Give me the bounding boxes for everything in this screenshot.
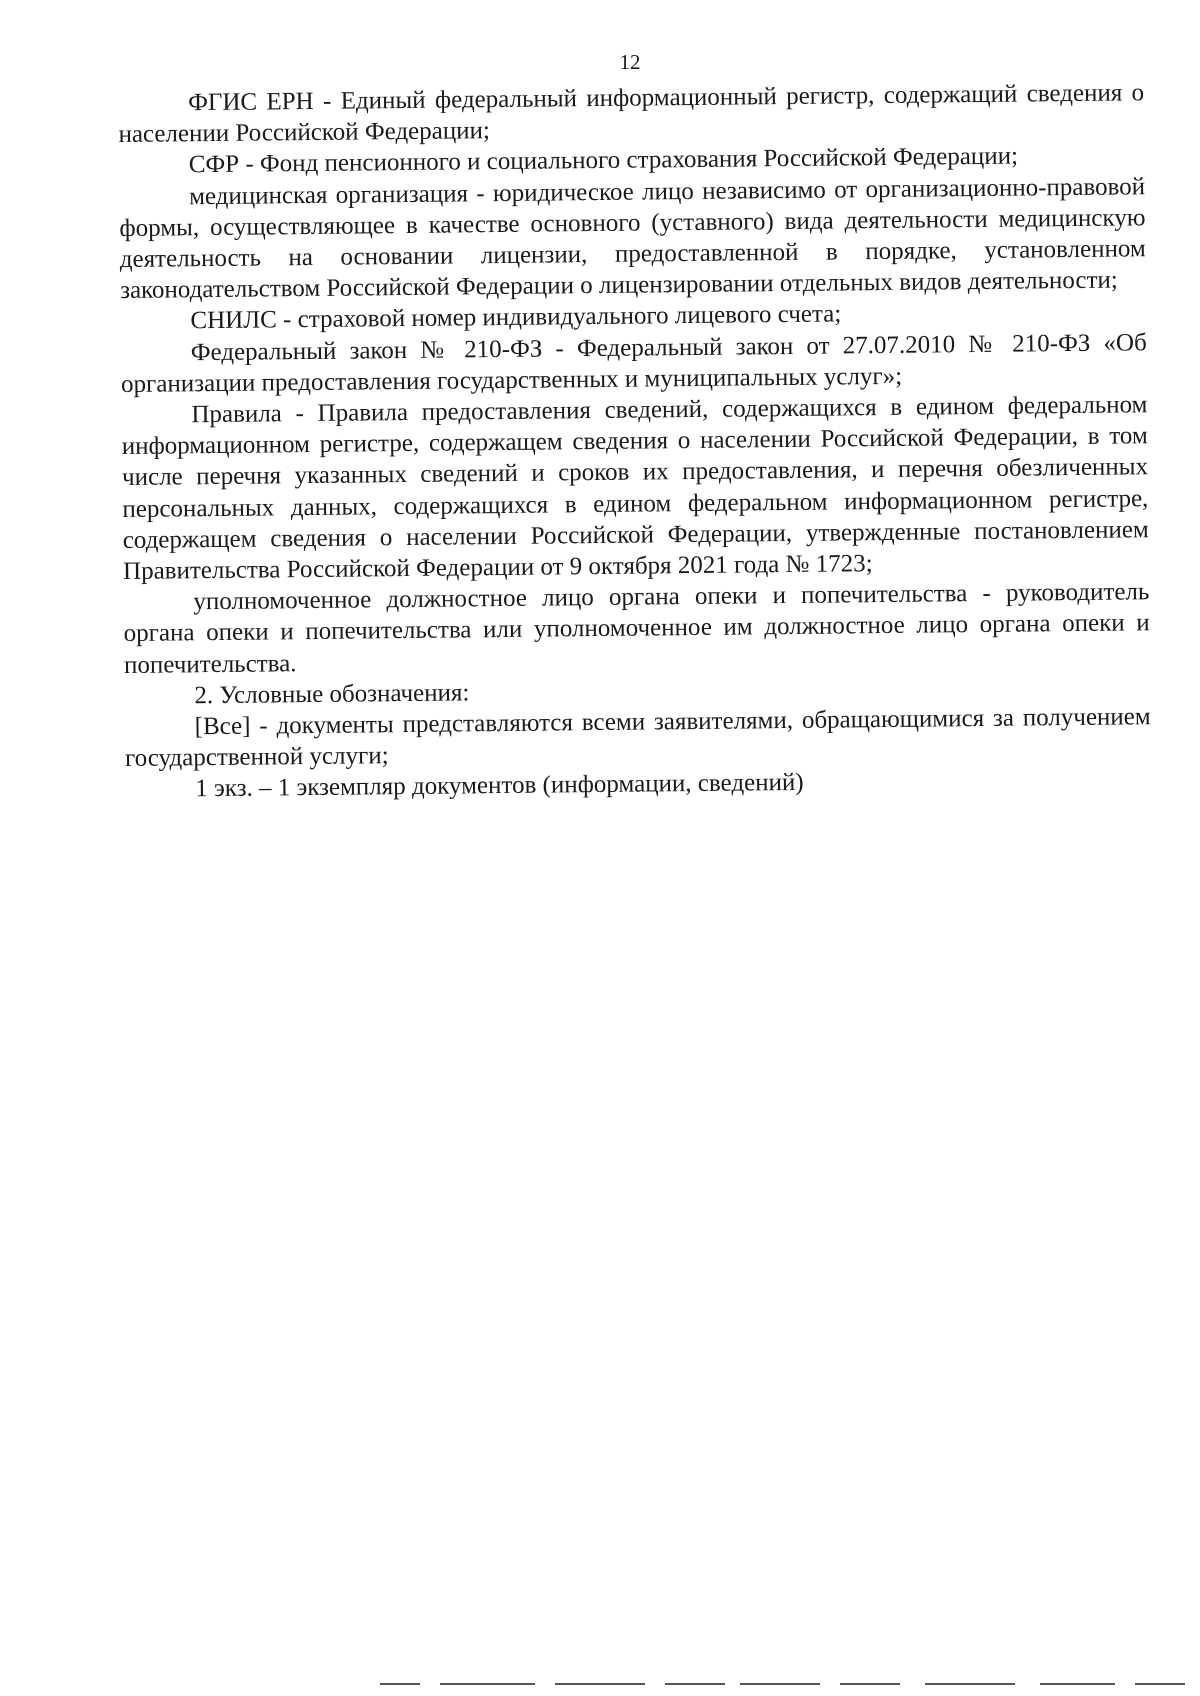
scan-mark: [440, 1683, 535, 1685]
legend-all-applicants: [Все] - документы представляются всеми заявителями, обращающимися за получением государственной услуги;: [124, 703, 1151, 773]
legend-one-copy: 1 экз. – 1 экземпляр документов (информации, сведений): [195, 769, 804, 803]
scan-mark: [380, 1683, 420, 1685]
scan-mark: [665, 1683, 725, 1685]
document-body: [118, 77, 1151, 805]
definition-medical-organization: медицинская организация - юридическое лицо независимо от организационно-правовой формы, осуществляющее в качестве основного (уставного) вида деятельности медицинскую деятельность на основании лицензии, предоставленной в порядке, установленном законодательством Российской Федерации о лицензировании отдельных видов деятельности;: [119, 172, 1146, 305]
definition-rules: Правила - Правила предоставления сведений, содержащихся в едином федеральном информационном регистре, содержащем сведения о населении Российской Федерации, в том числе перечня указанных сведений и сроков их предоставления, и перечня обезличенных персональных данных, содержащихся в едином федеральном информационном регистре, содержащем сведения о населении Российской Федерации, утвержденные постановлением Правительства Российской Федерации от 9 октября 2021 года № 1723;: [121, 391, 1149, 586]
scan-mark: [1135, 1683, 1185, 1685]
section-heading-legend: 2. Условные обозначения:: [194, 679, 470, 710]
scan-mark: [840, 1683, 900, 1685]
page-number: 12: [619, 50, 641, 74]
scan-mark: [555, 1683, 645, 1685]
definition-authorized-official: уполномоченное должностное лицо органа опеки и попечительства - руководитель органа опеки и попечительства или уполномоченное им должностное лицо органа опеки и попечительства.: [123, 578, 1150, 679]
scan-mark: [1040, 1683, 1115, 1685]
definition-fgis-ern: ФГИС ЕРН - Единый федеральный информационный регистр, содержащий сведения о населении Российской Федерации;: [118, 79, 1145, 149]
definition-federal-law-210: Федеральный закон № 210-ФЗ - Федеральный закон от 27.07.2010 № 210-ФЗ «Об организации предоставления государственных и муниципальных услуг»;: [120, 328, 1147, 398]
scan-artifact-line: [380, 1683, 1200, 1689]
definition-sfr: СФР - Фонд пенсионного и социального страхования Российской Федерации;: [188, 142, 1019, 179]
scan-mark: [740, 1683, 820, 1685]
scan-mark: [925, 1683, 1015, 1685]
definition-snils: СНИЛС - страховой номер индивидуального лицевого счета;: [190, 300, 842, 335]
